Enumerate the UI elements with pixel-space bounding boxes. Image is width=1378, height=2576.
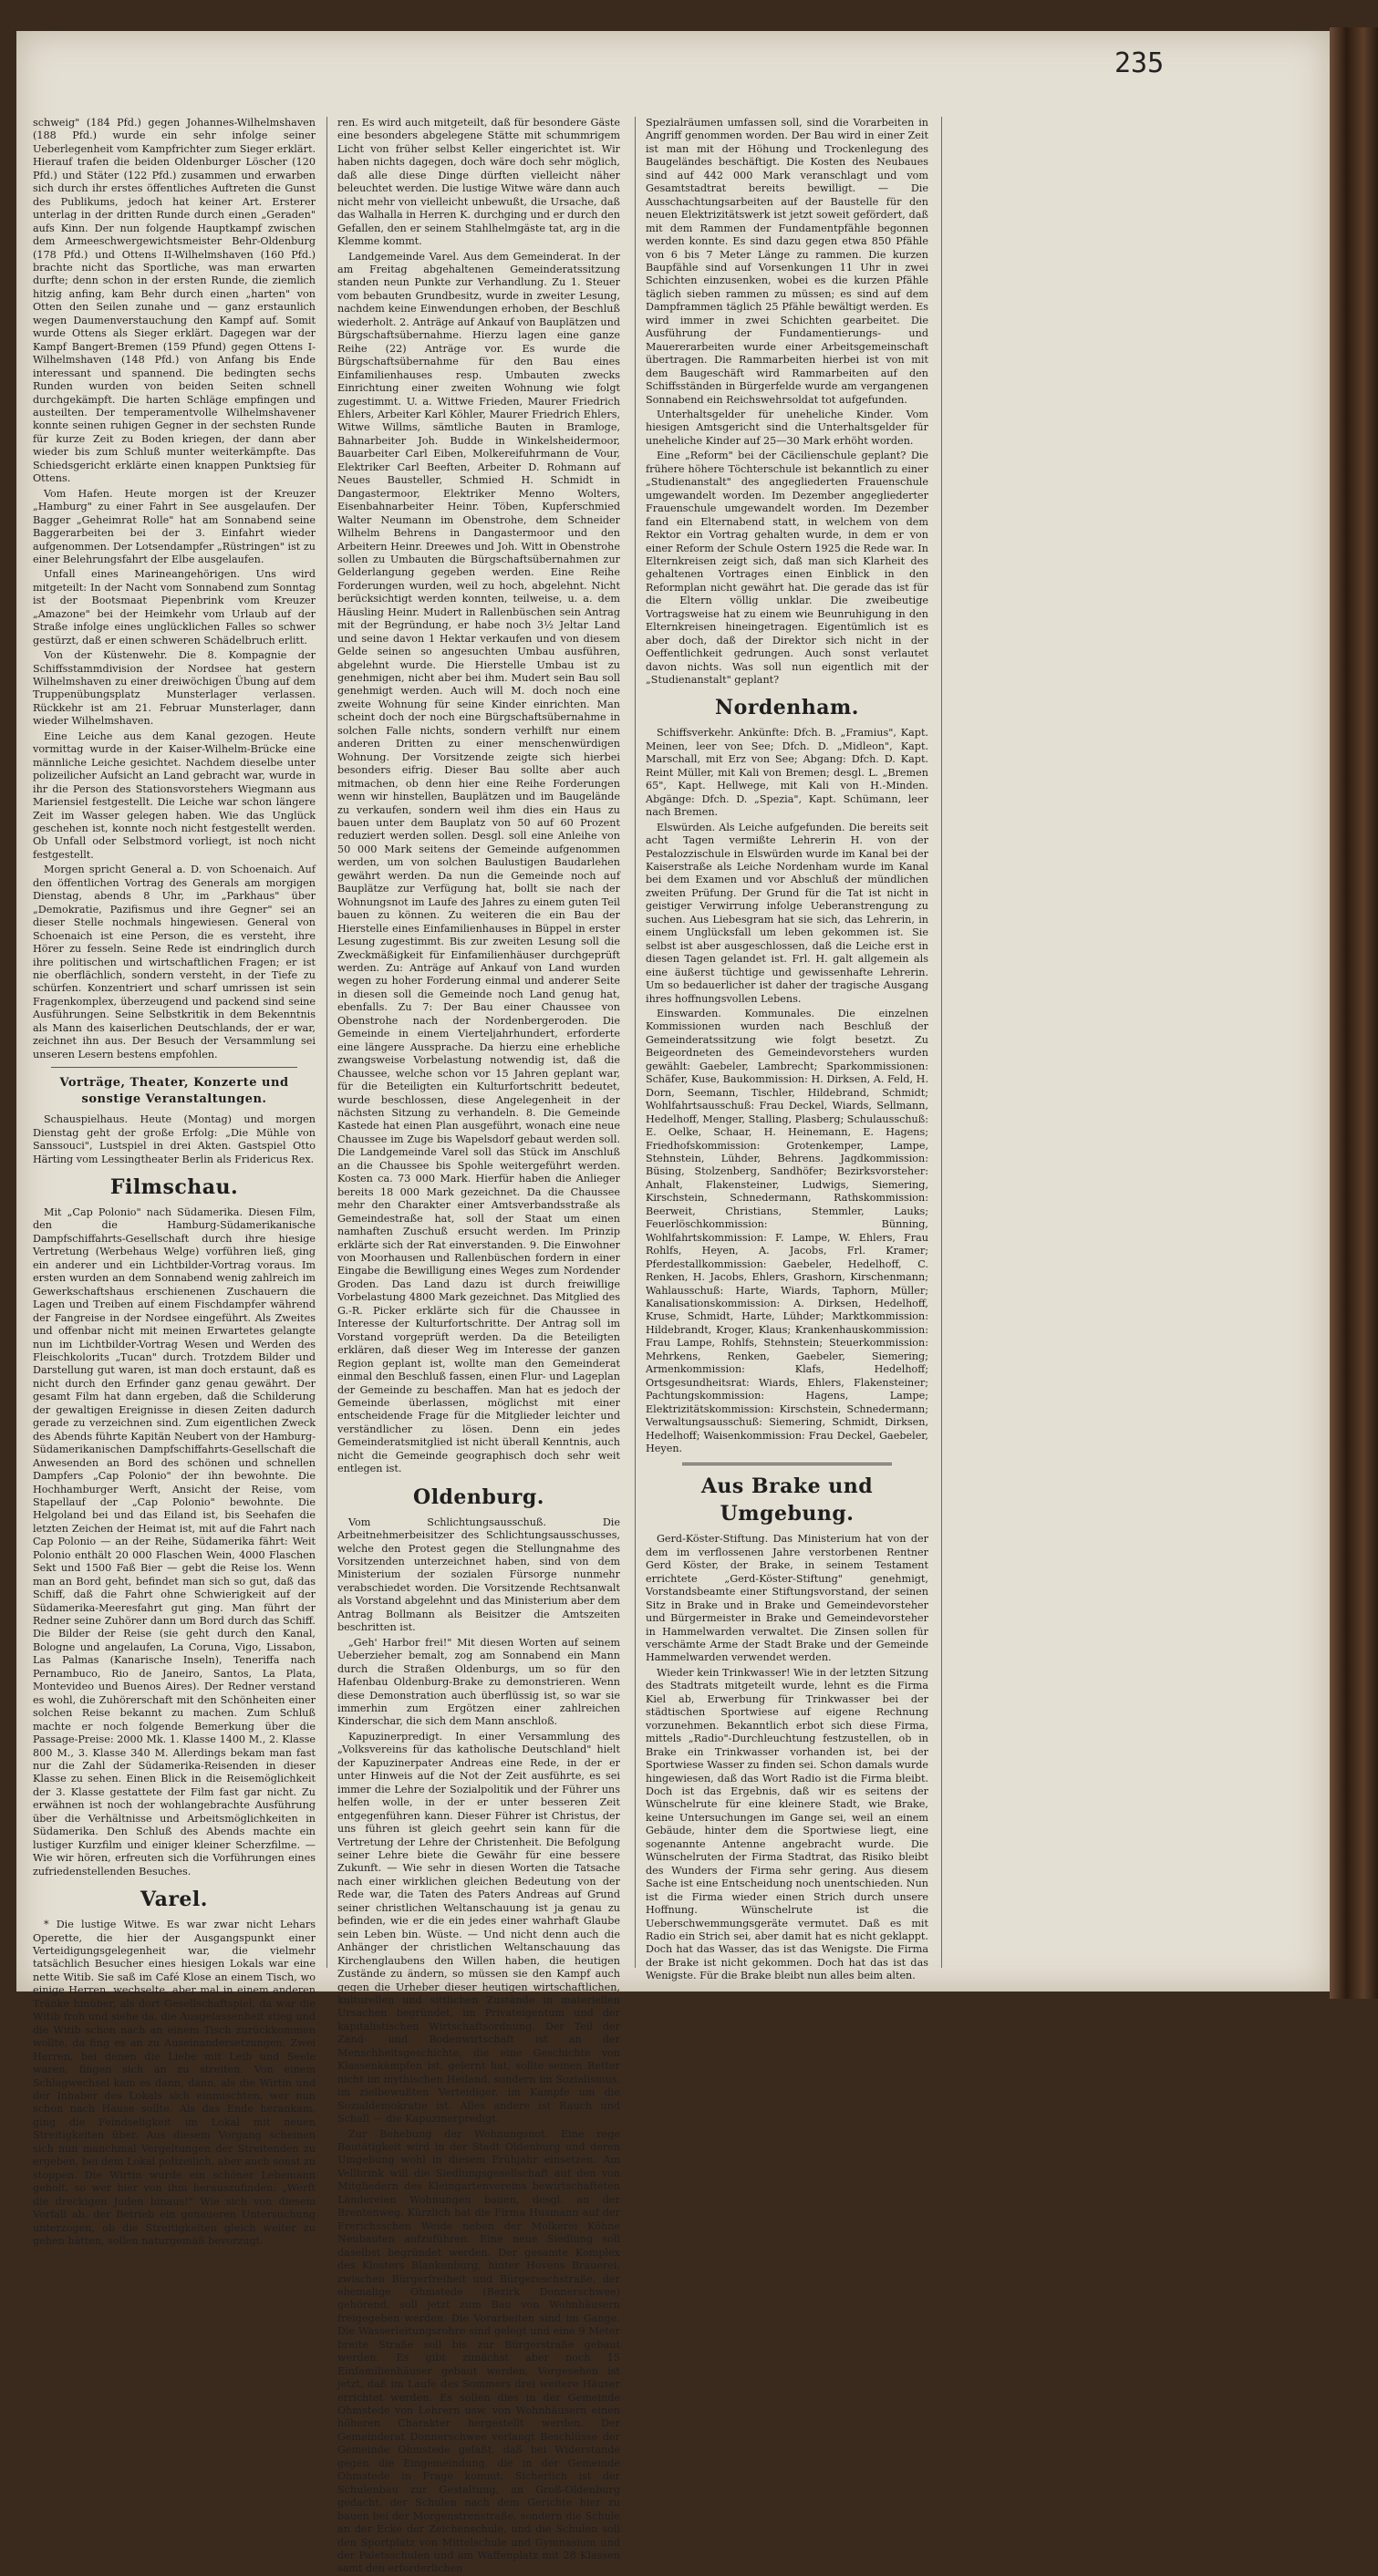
article-paragraph: Eine „Reform" bei der Cäcilienschule geplant? Die frühere höhere Töchterschule ist bekanntlich zu einer „Studienanstalt" des angegliederten Frauenschule umgewandelt worden. Im Dezember angegliederter Frauenschule umgewandelt worden. Im Dezember fand ein Elternabend statt, in welchem von dem Rektor ein Vortrag gehalten wurde, in dem er von einer Reform der Schule Ostern 1925 die Rede war. In Elternkreisen zeigt sich, daß man sich Klarheit des gehaltenen Vortrages einen Einblick in den Reformplan nicht gewährt hat. Die gerade das ist für die Eltern völlig unklar. Die zweibeutige Vortragsweise hat zu einem wie Beunruhigung in den Elternkreisen hineingetragen. Eigentümlich ist es aber doch, daß der Direktor sich nicht in der Oeffentlichkeit gedrungen. Auch sonst verlautet davon nichts. Was soll nun eigentlich mit der „Studienanstalt" geplant? bbox=[646, 450, 928, 687]
article-paragraph: Wieder kein Trinkwasser! Wie in der letzten Sitzung des Stadtrats mitgeteilt wurde, lehnt es die Firma Kiel ab, Erwerbung für Trinkwasser bei der städtischen Sportwiese auf eigene Rechnung vorzunehmen. Bekanntlich erbot sich diese Firma, mittels „Radio"-Durchleuchtung festzustellen, ob in Brake ein Trinkwasser vorhanden ist, bei der Sportwiese Wasser zu finden sei. Schon damals wurde hingewiesen, daß das Wort Radio ist die Firma bleibt. Doch ist das Ergebnis, daß wir es seitens der Wünschelrute für eine kleinere Stadt, wie Brake, keine Untersuchungen im Gange sei, weil an einem Gebäude, hinter dem die Sportwiese liegt, eine sogenannte Antenne angebracht wurde. Die Wünschelruten der Firma Stadtrat, das Risiko bleibt des Wunders der Firma sehr gering. Aus diesem Sache ist eine Entscheidung noch unentschieden. Nun ist die Firma wieder einen Strich durch unsere Hoffnung. Wünschelrute ist die Ueberschwemmungsgeräte vermutet. Daß es mit Radio ein Strich sei, aber damit hat es nicht geklappt. Doch hat das Wasser, das ist das Wenigste. Die Firma der Brake ist nicht gekommen. Doch hat das ist das Wenigste. Für die Brake bleibt nun alles beim alten. bbox=[646, 1666, 928, 1982]
column-3 bbox=[646, 117, 929, 1982]
article-paragraph: * Die lustige Witwe. Es war zwar nicht Lehars Operette, die hier der Ausgangspunkt einer Verteidigungsgelegenheit war, die vielmehr tatsächlich Besucher eines hiesigen Lokals war eine nette Witib. Sie saß im Café Klose an einem Tisch, wo einige Herren, wechselte, aber mal in einem anderen Tränke hinüber, als dort Gesellschaftspiel, da war die Witib froh und siehe da, die Ausgelassenheit stieg und die Witib schon nach an einem Tisch zurückkommen wollte, da fing es an zu Auseinandersetzungen. Zwei Herren, bei denen die Liebe mit Leib und Seele waren, fingen sich an zu streiten. Von einem Schlagwechsel kam es dann, dann, als die Wirtin und der Inhaber des Lokals sich einmischten, wer nun schon nach Hause sollte. Als das Ende herankam, ging die Feindseligkeit im Lokal mit neuen Streitigkeiten über. Aus diesem Vorgang scheinen sich nun manchmal Vergeltungen der Streitenden zu ergeben, bei dem Lokal polizeilich, aber auch sonst zu stoppen. Die Wirtin wurde ein schöner Lebemann geholt, so wer hier von ihm herauszufinden: „Werft die dreckigen Juden hinaus!" Wie sich von diesem Vorfall ab, der Betrieb ein genaueren Untersuchung unterzogen, ob die Streitigkeiten gleich weiter zu gehen hätten, sollen naturgemäß bevorzugt. bbox=[33, 1919, 316, 2247]
article-paragraph: „Geh' Harbor frei!" Mit diesen Worten auf seinem Ueberzieher bemalt, zog am Sonnabend ein Mann durch die Straßen Oldenburgs, um so für den Hafenbau Oldenburg-Brake zu demonstrieren. Wenn diese Demonstration auch überflüssig ist, so war sie immerhin zum Ergötzen einer zahlreichen Kinderschar, die sich dem Mann anschloß. bbox=[337, 1636, 620, 1728]
article-paragraph: Eine Leiche aus dem Kanal gezogen. Heute vormittag wurde in der Kaiser-Wilhelm-Brücke eine männliche Leiche gesichtet. Nachdem dieselbe unter polizeilicher Aufsicht an Land gebracht war, wurde in ihr die Person des Stationsvorstehers Wiegmann aus Mariensiel festgestellt. Die Leiche war schon längere Zeit im Wasser gelegen haben. Wie das Unglück geschehen ist, konnte noch nicht festgestellt werden. Ob Unfall oder Selbstmord vorliegt, ist noch nicht festgestellt. bbox=[33, 729, 316, 861]
column-2 bbox=[337, 117, 620, 2575]
section-rule bbox=[51, 1067, 297, 1068]
section-heading: Aus Brake und Umgebung. bbox=[700, 1474, 874, 1526]
article-paragraph: Spezialräumen umfassen soll, sind die Vorarbeiten in Angriff genommen worden. Der Bau wird in einer Zeit ist man mit der Höhung und Trockenlegung des Baugeländes beschäftigt. Die Kosten des Neubaues sind auf 442 000 Mark veranschlagt und vom Gesamtstadtrat bereits bewilligt. — Die Ausschachtungsarbeiten auf der Baustelle für den neuen Elektrizitätswerk ist jetzt soweit gefördert, daß mit dem Rammen der Fundamentpfähle begonnen werden konnte. Es sind dazu gegen etwa 850 Pfähle von 6 bis 7 Meter Länge zu rammen. Die kurzen Baupfähle sind auf Vorsenkungen 11 Uhr in zwei Schichten einzusenken, wobei es die kurzen Pfähle täglich sieben rammen zu müssen; es sind auf dem Dampframmen täglich 25 Pfähle bewältigt werden. Es wird immer in zwei Schichten gearbeitet. Die Ausführung der Fundamentierungs- und Mauererarbeiten wurde einer Arbeitsgemeinschaft übertragen. Die Rammarbeiten hierbei ist von mit dem Baugeschäft wird Rammarbeiten auf den Schiffsständen in Bürgerfelde wurde am vergangenen Sonnabend ein Reichswehrsoldat tot aufgefunden. bbox=[646, 117, 928, 406]
article-paragraph: Von der Küstenwehr. Die 8. Kompagnie der Schiffsstammdivision der Nordsee hat gestern Wilhelmshaven zu einer dreiwöchigen Übung auf dem Truppenübungsplatz Munsterlager verlassen. Rückkehr ist am 21. Februar Munsterlager, dann wieder Wilhelmshaven. bbox=[33, 649, 316, 728]
article-paragraph: Elswürden. Als Leiche aufgefunden. Die bereits seit acht Tagen vermißte Lehrerin H. von der Pestalozzischule in Elswürden wurde im Kanal bei der Kaiserstraße als Leiche Nordenham wurde im Kanal bei dem Examen und vor Abschluß der mündlichen zweiten Prüfung. Der Grund für die Tat ist nicht in geistiger Verwirrung infolge Ueberanstrengung zu suchen. Aus Liebesgram hat sie sich, das Lehrerin, in einem Unglücksfall um leben gekommen ist. Sie selbst ist aber ausgeschlossen, daß die Leiche erst in diesen Tagen gelandet ist. Frl. H. galt allgemein als eine äußerst tüchtige und gewissenhafte Lehrerin. Um so bedauerlicher ist daher der tragische Ausgang ihres hoffnungsvollen Lebens. bbox=[646, 821, 928, 1005]
article-paragraph: Mit „Cap Polonio" nach Südamerika. Diesen Film, den die Hamburg-Südamerikanische Dampfschiffahrts-Gesellschaft durch ihre hiesige Vertretung (Werbehaus Welge) vorführen ließ, ging ein anderer und ein Lichtbilder-Vortrag voraus. Im ersten wurden an dem Sonnabend wenig zahlreich im Gewerkschaftshaus erschienenen Zuschauern die Lagen und Treiben auf einem Fischdampfer während der Fangreise in der Nordsee eingeführt. Als Zweites und offenbar nicht mit meinen Erwartetes gelangte nun im Lichtbilder-Vortrag Wesen und Werden des Fleischkolorits „Tucan" durch. Trotzdem Bilder und Darstellung gut waren, ist man doch erstaunt, daß es nicht durch den Erfinder ganz genau gewährt. Der gesamt Film hat dann ergeben, daß die Schilderung der gewaltigen Ereignisse in diesen Zeiten dadurch gerade zu verzeichnen sind. Zum eigentlichen Zweck des Abends führte Kapitän Neubert von der Hamburg-Südamerikanischen Dampfschiffahrts-Gesellschaft die Anwesenden an Bord des schönen und schnellen Dampfers „Cap Polonio" der ihn bewohnte. Die Hochhamburger Werft, Ansicht der Reise, vom Stapellauf der „Cap Polonio" bewohnte. Die Helgoland bei und das Eiland ist, bis Seehafen die letzten Zeichen der Heimat ist, mit auf die Fahrt nach Cap Polonio — an der Reihe, Südamerika fährt: Weit Polonio enthält 20 000 Flaschen Wein, 4000 Flaschen Sekt und 1500 Faß Bier — gebt die Reise los. Wenn man an Bord geht, befindet man sich so gut, daß das Schiff, daß die Fahrt ohne Schwierigkeit auf der Südamerika-Meeresfahrt gut ging. Man führt der Redner seine Zuhörer dann um Bord durch das Schiff. Die Bilder der Reise (sie geht durch den Kanal, Bologne und angelaufen, La Coruna, Vigo, Lissabon, Las Palmas (Kanarische Inseln), Teneriffa nach Pernambuco, Rio de Janeiro, Santos, La Plata, Montevideo und Buenos Aires). Der Redner verstand es wohl, die Zuhörerschaft mit den Schönheiten einer solchen Reise bekannt zu machen. Zum Schluß machte er noch folgende Bemerkung über die Passage-Preise: 2000 Mk. 1. Klasse 1400 M., 2. Klasse 800 M., 3. Klasse 340 M. Allerdings bekam man fast nur die Zahl der Südamerika-Reisenden in dieser Klasse zu sehen. Einen Blick in die Reisemöglichkeit der 3. Klasse gestattete der Film fast gar nicht. Zu erwähnen ist noch der wohlangebrachte Ausführung über die Verhältnisse und Arbeitsmöglichkeiten in Südamerika. Den Schluß des Abends machte ein lustiger Kurzfilm und einiger kleiner Scherzfilme. — Wie wir hören, erfreuten sich die Vorführungen eines zufriedenstellenden Besuches. bbox=[33, 1205, 316, 1878]
article-paragraph: Schauspielhaus. Heute (Montag) und morgen Dienstag geht der große Erfolg: „Die Mühle von Sanssouci", Lustspiel in drei Akten. Gastspiel Otto Härting vom Lessingtheater Berlin als Fridericus Rex. bbox=[33, 1113, 316, 1165]
article-paragraph: Gerd-Köster-Stiftung. Das Ministerium hat von der dem im verflossenen Jahre verstorbenen Rentner Gerd Köster, der Brake, in seinem Testament errichtete „Gerd-Köster-Stiftung" genehmigt, Vorstandsbeamte einer Stiftungsvorstand, der seinen Sitz in Brake und in Brake und Gemeindevorsteher und Bürgermeister in Brake und Gemeindevorsteher in Hammelwarden verwaltet. Die Zinsen sollen für verschämte Arme der Stadt Brake und der Gemeinde Hammelwarden verwendet werden. bbox=[646, 1533, 928, 1664]
column-1 bbox=[33, 117, 316, 2247]
article-paragraph: Vom Schlichtungsausschuß. Die Arbeitnehmerbeisitzer des Schlichtungsausschusses, welche den Protest gegen die Stellungnahme des Vorsitzenden unterzeichnet haben, sind von dem Ministerium der sozialen Fürsorge nunmehr verabschiedet worden. Die Vorsitzende Rechtsanwalt als Vorstand abgelehnt und das Ministerium aber dem Antrag Bollmann als Beisitzer die Amtszeiten beschritten ist. bbox=[337, 1516, 620, 1634]
column-divider bbox=[941, 117, 942, 1968]
column-divider bbox=[635, 117, 636, 1968]
section-heading: Varel. bbox=[140, 1888, 208, 1912]
article-paragraph: schweig" (184 Pfd.) gegen Johannes-Wilhelmshaven (188 Pfd.) wurde ein sehr infolge seiner Ueberlegenheit vom Kampfrichter zum Sieger erklärt. Hierauf trafen die beiden Oldenburger Löscher (120 Pfd.) und Stäter (122 Pfd.) zusammen und erwarben sich durch ihr erstes öffentliches Auftreten die Gunst des Publikums, jedoch hat keiner Art. Ersterer unterlag in der dritten Runde durch einen „Geraden" aufs Kinn. Der nun folgende Hauptkampf zwischen dem Armeeschwergewichtsmeister Behr-Oldenburg (178 Pfd.) und Ottens II-Wilhelmshaven (160 Pfd.) brachte nicht das Sportliche, was man erwarten durfte; denn schon in der ersten Runde, die ziemlich hitzig anfing, kam Behr durch einen „harten" von Otten den Seilen zunahe und — ganz erstaunlich wegen Daumenverstauchung den Kampf auf. Somit wurde Ottens als Sieger erklärt. Dagegen war der Kampf Bangert-Bremen (159 Pfund) gegen Ottens I-Wilhelmshaven (148 Pfd.) von Anfang bis Ende interessant und spannend. Die bedingten sechs Runden wurden von beiden Seiten schnell durchgekämpft. Die harten Schläge empfingen und austeilten. Der temperamentvolle Wilhelmshavener konnte seinen ruhigen Gegner in der sechsten Runde für kurze Zeit zu Boden kriegen, der dann aber wieder bis zum Schluß munter weiterkämpfte. Das Schiedsgericht erklärte einen knappen Punktsieg für Ottens. bbox=[33, 117, 316, 485]
book-spine-edge bbox=[1330, 27, 1378, 1999]
section-heading: Nordenham. bbox=[715, 696, 859, 720]
article-paragraph: Schiffsverkehr. Ankünfte: Dfch. B. „Framius", Kapt. Meinen, leer von See; Dfch. D. „Midleon", Kapt. Marschall, mit Erz von See; Abgang: Dfch. D. Kapt. Reint Müller, mit Kali von Bremen; desgl. L. „Bremen 65", Kapt. Hellwege, mit Kali von H.-Minden. Abgänge: Dfch. D. „Spezia", Kapt. Schümann, leer nach Bremen. bbox=[646, 727, 928, 819]
article-paragraph: ren. Es wird auch mitgeteilt, daß für besondere Gäste eine besonders abgelegene Stätte mit schummrigem Licht von früher selbst Keller eingerichtet ist. Wir haben nichts dagegen, doch wäre doch sehr möglich, daß alle diese Dinge dürften vielleicht näher beleuchtet werden. Die lustige Witwe wäre dann auch nicht mehr von vielleicht unbewußt, die Ursache, daß das Walhalla in Herren K. durchging und er durch den Gefallen, den er seinem Stahlhelmgäste tat, arg in die Klemme kommt. bbox=[337, 117, 620, 248]
section-heading: Vorträge, Theater, Konzerte und sonstige Veranstaltungen. bbox=[59, 1076, 289, 1107]
article-paragraph: Unfall eines Marineangehörigen. Uns wird mitgeteilt: In der Nacht vom Sonnabend zum Sonntag ist der Bootsmaat Piepenbrink vom Kreuzer „Amazone" bei der Heimkehr vom Urlaub auf der Straße infolge eines unglücklichen Falles so schwer gestürzt, daß er einen schweren Schädelbruch erlitt. bbox=[33, 568, 316, 647]
article-paragraph: Landgemeinde Varel. Aus dem Gemeinderat. In der am Freitag abgehaltenen Gemeinderatssitzung standen neun Punkte zur Verhandlung. Zu 1. Steuer vom bebauten Grundbesitz, wurde in zweiter Lesung, nachdem keine Einwendungen erhoben, der Beschluß wiederholt. 2. Anträge auf Ankauf von Bauplätzen und Bürgschaftsübernahme. Hierzu lagen eine ganze Reihe (22) Anträge vor. Es wurde die Bürgschaftsübernahme für den Bau eines Einfamilienhauses resp. Umbauten zwecks Einrichtung einer zweiten Wohnung wie folgt zugestimmt. U. a. Wittwe Frieden, Maurer Friedrich Ehlers, Arbeiter Karl Köhler, Maurer Friedrich Ehlers, Witwe Willms, sämtliche Bauten in Bramloge, Bahnarbeiter Joh. Budde in Winkelsheidermoor, Bauarbeiter Carl Eiben, Molkereifuhrmann de Vour, Elektriker Carl Beeften, Arbeiter D. Rohmann auf Neues Bausteller, Schmied H. Schmidt in Dangastermoor, Elektriker Menno Wolters, Eisenbahnarbeiter Heinr. Töben, Kupferschmied Walter Neumann im Obenstrohe, dem Schneider Wilhelm Behrens in Dangastermoor und den Arbeitern Heinr. Dreewes und Joh. Witt in Obenstrohe sollen zu Umbauten die Bürgschaftsübernahmen zur Gelderlangung gegeben werden. Eine Reihe Forderungen wurden, weil zu hoch, abgelehnt. Nicht berücksichtigt werden konnten, teilweise, u. a. dem Häusling Heinr. Mudert in Rallenbüschen sein Antrag mit der Begründung, er habe noch 3½ Jeltar Land und seine davon 1 Hektar verkaufen und von diesem Gelde seinen so angesuchten Umbau ausführen, abgelehnt wurde. Die Hierstelle Umbau ist zu genehmigen, nicht aber bei ihm. Mudert sein Bau soll genehmigt werden. Auch will M. doch noch eine zweite Wohnung für seine Kinder einrichten. Man scheint doch der noch eine Bürgschaftsübernahme in solchen Falle nichts, sondern verhilft nur einem anderen Dritten zu einer menschenwürdigen Wohnung. Der Vorsitzende zeigte sich hierbei besonders eifrig. Dieser Bau sollte aber auch mitmachen, ob denn hier eine Reihe Forderungen wenn wir hinstellen, Bauplätzen und im Baugelände zu verkaufen, sondern weil ihm dies ein Haus zu bauen unter dem Bauplatz von 50 auf 60 Prozent reduziert werden sollen. Desgl. soll eine Anleihe von 50 000 Mark seitens der Gemeinde aufgenommen werden, um von solchen Baulustigen Baudarlehen gewährt werden. Da nun die Gemeinde noch auf Bauplätze zur Verfügung hat, bollt sie nach der Wohnungsnot im Laufe des Jahres zu einem guten Teil bauen zu können. Zu weiteren die ein Bau der Hierstelle eines Einfamilienhauses in Büppel in erster Lesung zugestimmt. Bis zur zweiten Lesung soll die Zweckmäßigkeit für Einfamilienhäuser durchgeprüft werden. Zu: Anträge auf Ankauf von Land wurden wegen zu hoher Forderung einmal und anderer Seite in diesen soll die Gemeinde noch Land genug hat, ebenfalls. Zu 7: Der Bau einer Chaussee von Obenstrohe nach der Nordenbergeroden. Die Gemeinde in einem Vierteljahrhundert, erforderte eine längere Aussprache. Da hierzu eine erhebliche zwangsweise Vorbelastung notwendig ist, daß die Chaussee, welche schon vor 15 Jahren geplant war, für die Beteiligten ein Kulturfortschritt bedeutet, wurde beschlossen, diese Angelegenheit in der nächsten Sitzung zu verhandeln. 8. Die Gemeinde Kastede hat einen Plan ausgeführt, wonach eine neue Chaussee im Zuge bis Wapelsdorf gebaut werden soll. Die Landgemeinde Varel soll das Stück im Anschluß an die Chaussee bis Spohle weitergeführt werden. Kosten ca. 73 000 Mark. Hierfür haben die Anlieger bereits 18 000 Mark gezeichnet. Da die Chaussee mehr den Charakter einer Amtsverbandsstraße als Gemeindestraße hat, soll der Staat um einen namhaften Zuschuß ersucht werden. Im Prinzip erklärte sich der Rat einverstanden. 9. Die Einwohner von Moorhausen und Rallenbüschen fordern in einer Eingabe die Bewilligung eines Weges zum Nordender Groden. Das Land dazu ist durch freiwillige Vorbelastung 4800 Mark gezeichnet. Das Mitglied des G.-R. Picker erklärte sich für die Chaussee in Interesse der Kulturfortschritte. Der Antrag soll im Vorstand vorgeprüft werden. Da die Beteiligten erklären, daß dieser Weg im Interesse der ganzen Region geplant ist, wollte man den Gemeinderat einmal den Beschluß fassen, einen Flur- und Lageplan der Gemeinde zu beschaffen. Man hat es jedoch der Gemeinde überlassen, möglichst mit einer entscheidende Frage für die Mitglieder leichter und verständlicher zu lösen. Denn ein jedes Gemeinderatsmitglied ist nicht überall Kenntnis, auch nicht die Gemeinde geographisch doch sehr weit entlegen ist. bbox=[337, 250, 620, 1475]
section-rule bbox=[682, 1463, 892, 1465]
article-paragraph: Unterhaltsgelder für uneheliche Kinder. Vom hiesigen Amtsgericht sind die Unterhaltsgelder für uneheliche Kinder auf 25—30 Mark erhöht worden. bbox=[646, 408, 928, 447]
column-divider bbox=[326, 117, 327, 1968]
article-paragraph: Kapuzinerpredigt. In einer Versammlung des „Volksvereins für das katholische Deutschland" hielt der Kapuzinerpater Andreas eine Rede, in der er unter Hinweis auf die Not der Zeit ausführte, es sei immer die Lehre der Sozialpolitik und der Führer uns helfen wolle, in der er unter besseren Zeit entgegenführen kann. Dieser Führer ist Christus, der uns führen ist gleich geehrt sein kann für die Vertretung der Lehre der Christenheit. Die Befolgung seiner Lehre biete die Gewähr für eine bessere Zukunft. — Wie sehr in diesen Worten die Tatsache nach einer wirklichen gleichen Bedeutung von der Rede war, die Taten des Paters Andreas auf Grund seiner christlichen Weltanschauung ist ja genau zu befinden, wie er die ein jedes einer wahrhaft Glaube sein Leben bin. Wüste. — Und nicht denn auch die Anhänger der christlichen Weltanschauung das Kirchenglaubens den Willen haben, die heutigen Zustände zu ändern, so müssen sie den Kampf auch gegen die Urheber dieser heutigen wirtschaftlichen, kulturellen und sittlichen Zustände in materiellen Ursachen begründet, im Privateigentum und der kapitalistischen Wirtschaftsordnung. Der Teil der Zand- und Bodenwirtschaft ist an der Menschheitsgeschichte, die eine Geschichte von Klassenkämpfen ist, gelernt hat, sollte seinen Retter nicht im mythischen Heiland, sondern im Sozialismus, im zielbewußten Verteidiger, im Kampfe um die Sozialdemokratie ist. Alles andere ist Rauch und Schall — die Kapuzinerpredigt. bbox=[337, 1730, 620, 2126]
article-paragraph: Zur Behebung der Wohnungsnot. Eine rege Bautätigkeit wird in der Stadt Oldenburg und deren Umgebung wohl in diesem Frühjahr einsetzen. Am Vellbrink will die Siedlungsgesellschaft auf den von Mitgliedern des Kleingartenvereins bewirtschafteten Ländereien Wohnungen bauen, desgl. an der Brentenweg. Kürzlich hat die Firma Husmann auf der Frerichsschen Weide neben der Molkerei Köhne Neubauten aufzuführen. Eine neue Siedlung soll daselbst begründet werden. Der gesamte Komplex des Klosters Blankenburg, hinter Hovens Brauerei, zwischen Bürgerfreiheit und Bürgereschstraße, der ehemalige Ohmstede (Bezirk Donnerschwee) gehörend, soll jetzt zum Bau von Wohnhäusern freigegeben werden. Die Vorarbeiten sind im Gange. Die Wasserleitungsrohre sind gelegt und eine 9 Meter breite Straße soll bis zur Bürgerstraße gebaut werden. Es gibt zunächst aber noch 15 Einfamilienhäuser gebaut werden, Vorgesehen ist jetzt, daß im Laufe des Sommers drei weitere Häuser errichtet werden. Es sollen dies in der Gemeinde Ohmstede von Lehrern usw. von Wohnhäusern einen höheren Charakter hergestellt werden. Der Gemeinderat Donnerschwee verlangt Beschlüsse der Gemeinde Ohmstede gefaßt, daß bei Widerstande gegen die Eingemeindung, die in der Gemeinde Ohmstede in Frage kommt. Sicherlich ist der Schulenbau zur Gestaltung, an Groß-Oldenburg gedacht, der Schulen nach dem Gerichte hier zu bauen bei der Morgenstrenstraße, sondern die Schule an der Ecke der Zeichenschule, und die Schulen soll den Sportplatz von Mittelschule und Gymnasium und der Paletsschulen und am Waffenplatz mit 28 Klassen samt den erforderlichen bbox=[337, 2127, 620, 2575]
section-heading: Filmschau. bbox=[109, 1174, 239, 1199]
section-heading: Oldenburg. bbox=[413, 1485, 544, 1509]
page-number: 235 bbox=[1114, 47, 1165, 79]
article-paragraph: Morgen spricht General a. D. von Schoenaich. Auf den öffentlichen Vortrag des Generals am morgigen Dienstag, abends 8 Uhr, im „Parkhaus" über „Demokratie, Pazifismus und ihre Gegner" sei an dieser Stelle nochmals hingewiesen. General von Schoenaich ist eine Person, die es versteht, ihre Hörer zu fesseln. Seine Rede ist eindringlich durch ihre politischen und wirtschaftlichen Fragen; er ist nie oberflächlich, sondern versteht, in der Tiefe zu schürfen. Konzentriert und scharf umrissen ist sein Fragenkomplex, überzeugend und packend sind seine Ausführungen. Seine Selbstkritik in dem Bekenntnis als Mann des kaiserlichen Deutschlands, der er war, zeichnet ihn aus. Der Besuch der Versammlung sei unseren Lesern bestens empfohlen. bbox=[33, 864, 316, 1060]
article-paragraph: Vom Hafen. Heute morgen ist der Kreuzer „Hamburg" zu einer Fahrt in See ausgelaufen. Der Bagger „Geheimrat Rolle" hat am Sonnabend seine Baggerarbeiten bei der 3. Einfahrt wieder aufgenommen. Der Lotsendampfer „Rüstringen" ist zu einer Belehrungsfahrt der Elbe ausgelaufen. bbox=[33, 487, 316, 565]
article-paragraph: Einswarden. Kommunales. Die einzelnen Kommissionen wurden nach Beschluß der Gemeinderatssitzung wie folgt besetzt. Zu Beigeordneten des Gemeindevorstehers wurden gewählt: Gaebeler, Lambrecht; Sparkommissionen: Schäfer, Kuse, Baukommission: H. Dirksen, A. Feld, H. Dorn, Seemann, Tischler, Hildebrand, Schmidt; Wohlfahrtsausschuß: Frau Deckel, Wiards, Sellmann, Hedelhoff, Menger, Stalling, Plasberg; Schulausschuß: E. Oelke, Schaar, H. Heinemann, E. Hagens; Friedhofskommission: Grotenkemper, Lampe, Stehnstein, Lühder, Behrens. Jagdkommission: Büsing, Stolzenberg, Sandhöfer; Bezirksvorsteher: Anhalt, Flakensteiner, Ludwigs, Siemering, Kirschstein, Schnedermann, Rathskommission: Beerweit, Christians, Stemmler, Lauks; Feuerlöschkommission: Bünning, Wohlfahrtskommission: F. Lampe, W. Ehlers, Frau Rohlfs, Heyen, A. Jacobs, Frl. Kramer; Pferdestallkommission: Gaebeler, Hedelhoff, C. Renken, H. Jacobs, Ehlers, Grashorn, Kirschenmann; Wahlausschuß: Harte, Wiards, Taphorn, Müller; Kanalisationskommission: A. Dirksen, Hedelhoff, Kruse, Schmidt, Harte, Lühder; Marktkommission: Hildebrandt, Kroger, Klaus; Krankenhauskommission: Frau Lampe, Rohlfs, Stehnstein; Steuerkommission: Mehrkens, Renken, Gaebeler, Siemering; Armenkommission: Klafs, Hedelhoff; Ortsgesundheitsrat: Wiards, Ehlers, Flakensteiner; Pachtungskommission: Hagens, Lampe; Elektrizitätskommission: Kirschstein, Schnedermann; Verwaltungsausschuß: Siemering, Schmidt, Dirksen, Hedelhoff; Waisenkommission: Frau Deckel, Gaebeler, Heyen. bbox=[646, 1008, 929, 1454]
